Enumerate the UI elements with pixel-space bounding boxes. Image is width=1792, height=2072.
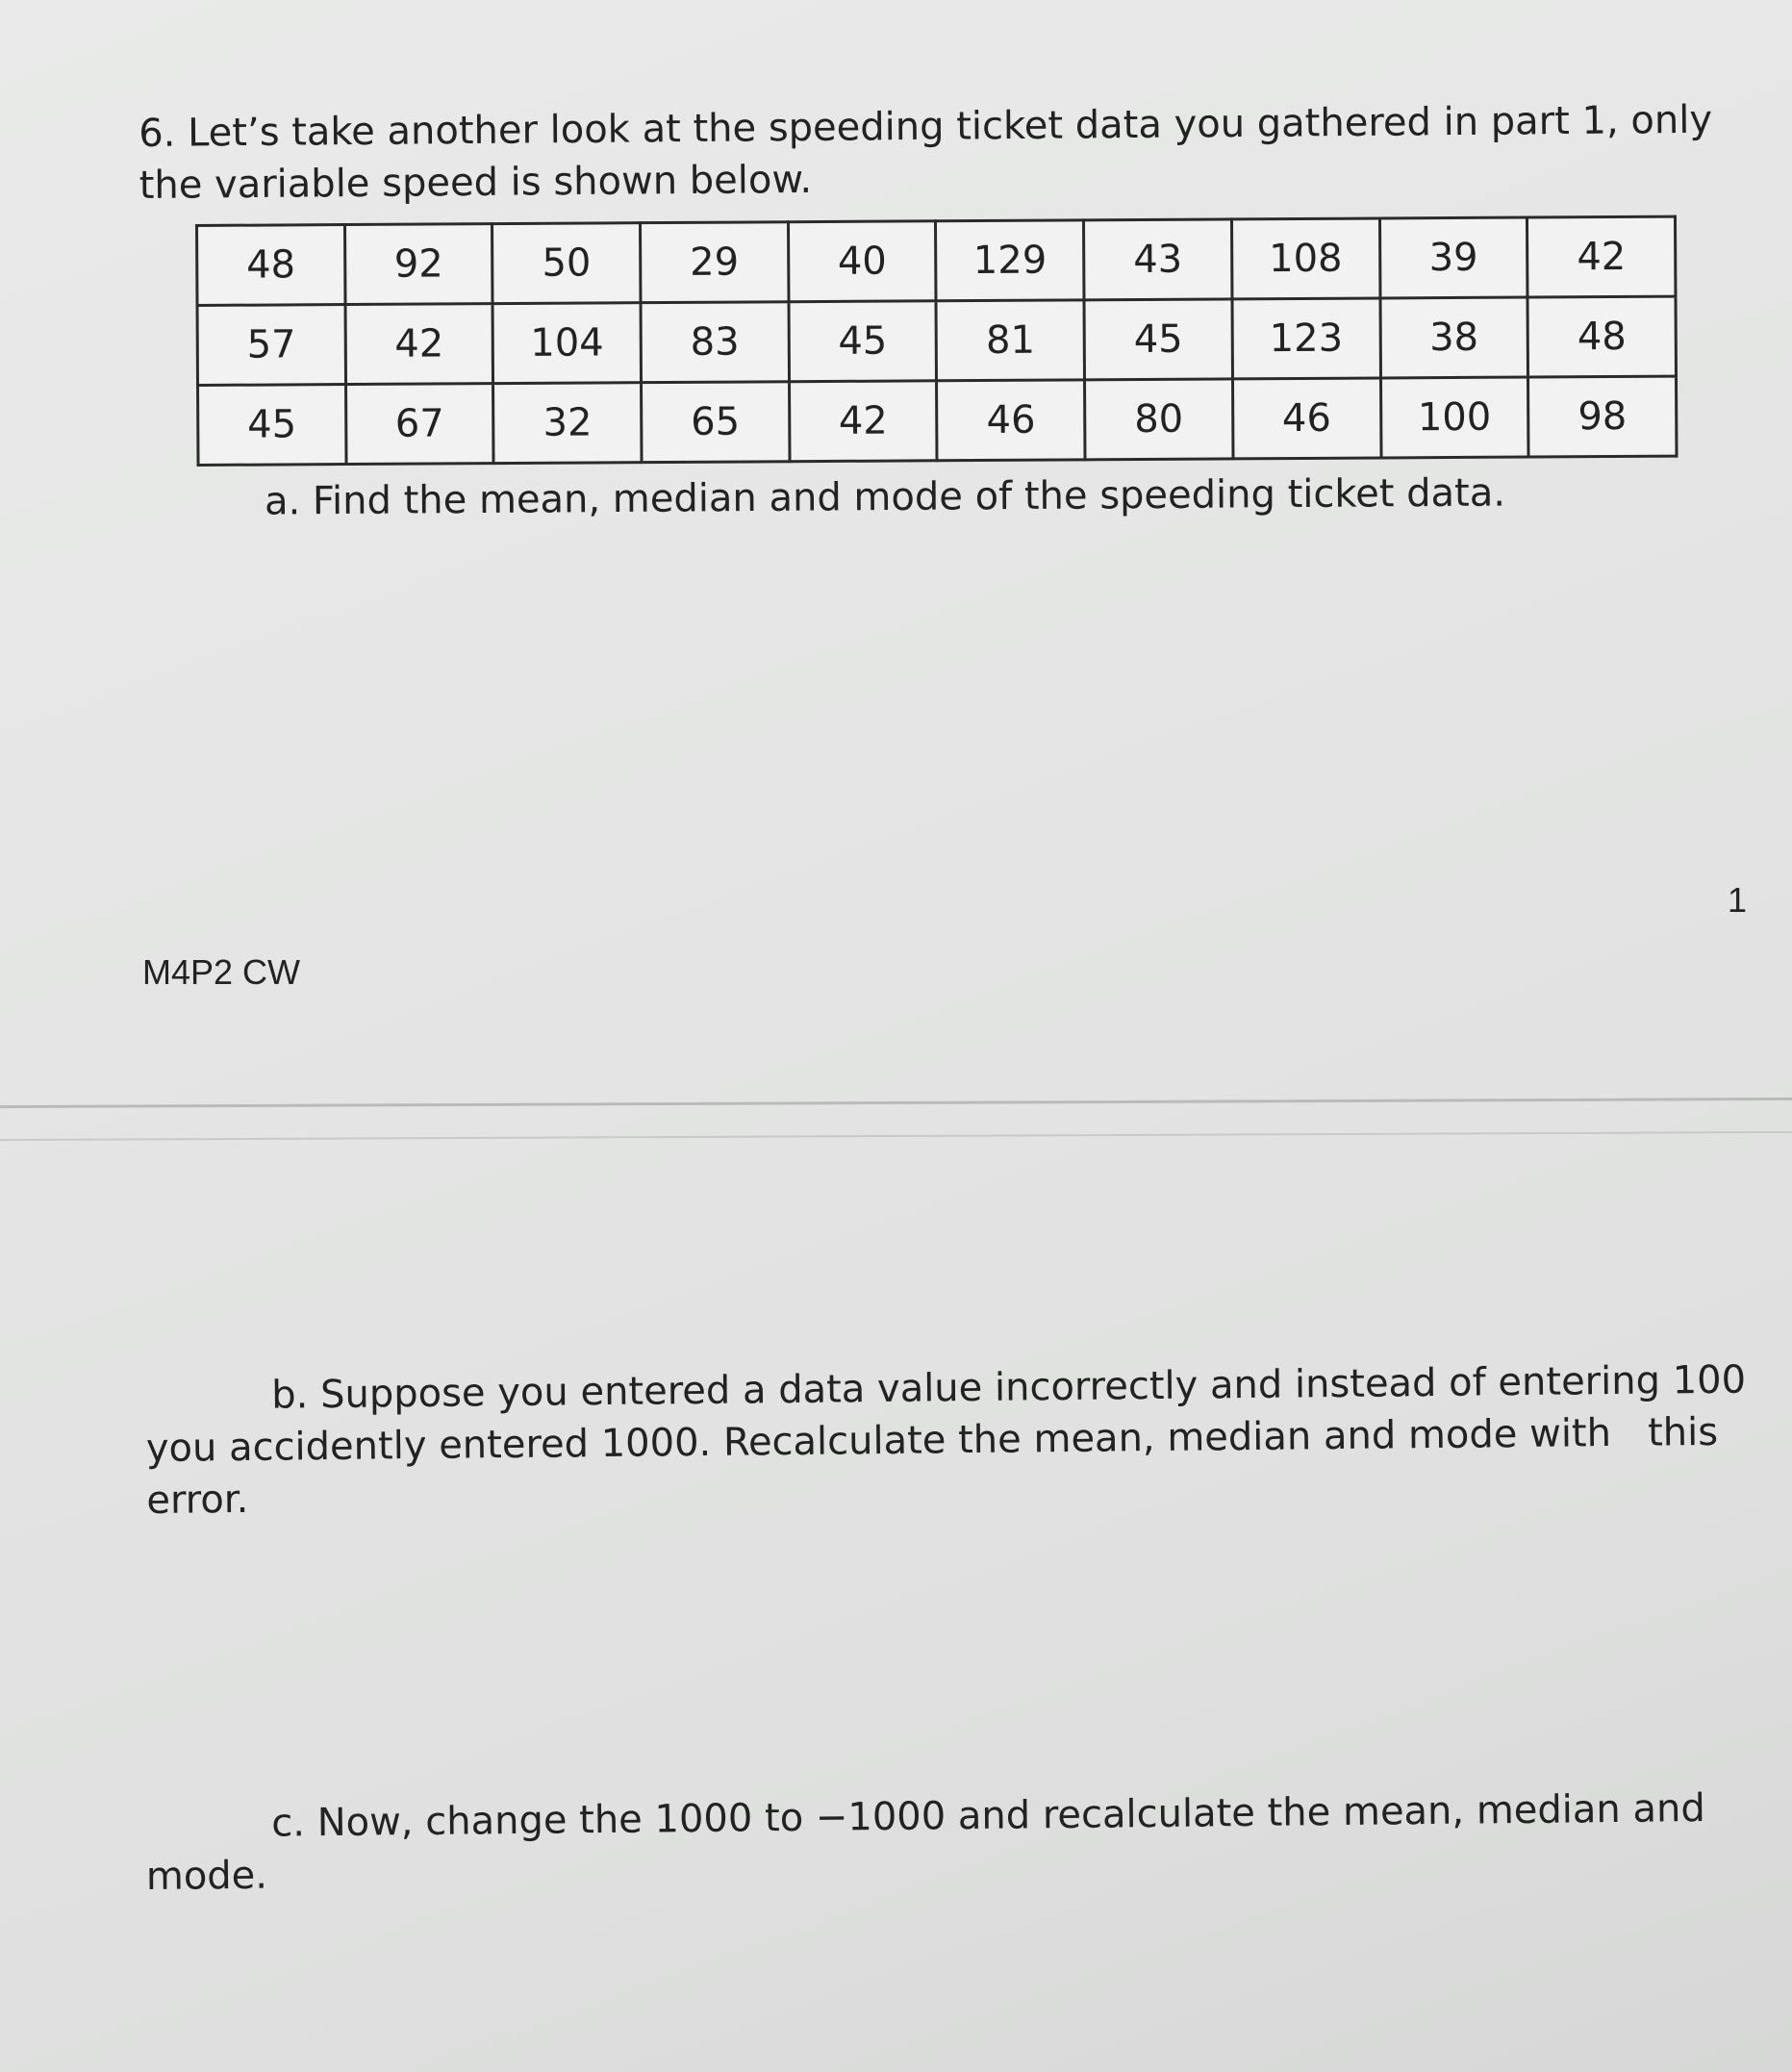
- page-number: 1: [1728, 880, 1748, 920]
- table-cell: 98: [1528, 376, 1677, 457]
- table-cell: 42: [345, 304, 493, 385]
- table-cell: 104: [492, 303, 641, 384]
- table-cell: 48: [197, 225, 345, 306]
- table-cell: 48: [1527, 296, 1676, 377]
- table-cell: 129: [936, 220, 1084, 301]
- table-cell: 80: [1085, 379, 1233, 460]
- table-cell: 29: [641, 222, 789, 303]
- table-cell: 67: [345, 384, 493, 465]
- table-cell: 81: [936, 300, 1084, 381]
- part-a-prompt: a. Find the mean, median and mode of the speeding ticket data.: [264, 470, 1506, 524]
- part-b-prompt: [145, 1353, 1782, 1527]
- part-b-line-2: you accidently entered 1000. Recalculate the mean, median and mode with this: [145, 1409, 1719, 1471]
- table-cell: 39: [1379, 217, 1527, 298]
- question-text: [139, 94, 1713, 212]
- footer-label: M4P2 CW: [142, 952, 301, 992]
- part-b-line-1: b. Suppose you entered a data value incorrectly and instead of entering 100: [271, 1357, 1747, 1418]
- table-cell: 123: [1232, 298, 1380, 379]
- part-b-line-3: error.: [146, 1477, 249, 1523]
- speed-data-table: [195, 215, 1678, 467]
- table-row: [197, 216, 1676, 305]
- part-c-line-2: mode.: [145, 1853, 268, 1899]
- table-cell: 46: [937, 380, 1085, 461]
- table-cell: 100: [1380, 377, 1528, 458]
- table-cell: 108: [1231, 218, 1379, 299]
- part-c-line-1: c. Now, change the 1000 to −1000 and recalculate the mean, median and: [271, 1786, 1705, 1846]
- table-cell: 46: [1232, 378, 1380, 459]
- page-divider: [0, 1098, 1792, 1108]
- page-divider-secondary: [0, 1131, 1792, 1141]
- table-cell: 45: [198, 385, 346, 466]
- table-cell: 45: [789, 301, 937, 382]
- table-cell: 38: [1379, 297, 1527, 378]
- table-cell: 32: [493, 383, 642, 464]
- question-line-1: 6. Let’s take another look at the speeding ticket data you gathered in part 1, only: [139, 97, 1713, 156]
- part-c-prompt: [145, 1781, 1781, 1903]
- table-row: [197, 296, 1676, 385]
- question-line-2: the variable speed is shown below.: [139, 157, 813, 208]
- table-cell: 45: [1084, 299, 1232, 380]
- table-cell: 40: [788, 221, 936, 302]
- table-row: [198, 376, 1677, 465]
- table-cell: 42: [789, 381, 937, 462]
- table-cell: 65: [642, 382, 790, 463]
- table-cell: 50: [492, 223, 641, 304]
- table-cell: 42: [1527, 216, 1676, 297]
- table-cell: 57: [197, 305, 345, 386]
- table-cell: 83: [641, 302, 789, 383]
- table-cell: 43: [1084, 219, 1232, 300]
- table-cell: 92: [344, 224, 492, 305]
